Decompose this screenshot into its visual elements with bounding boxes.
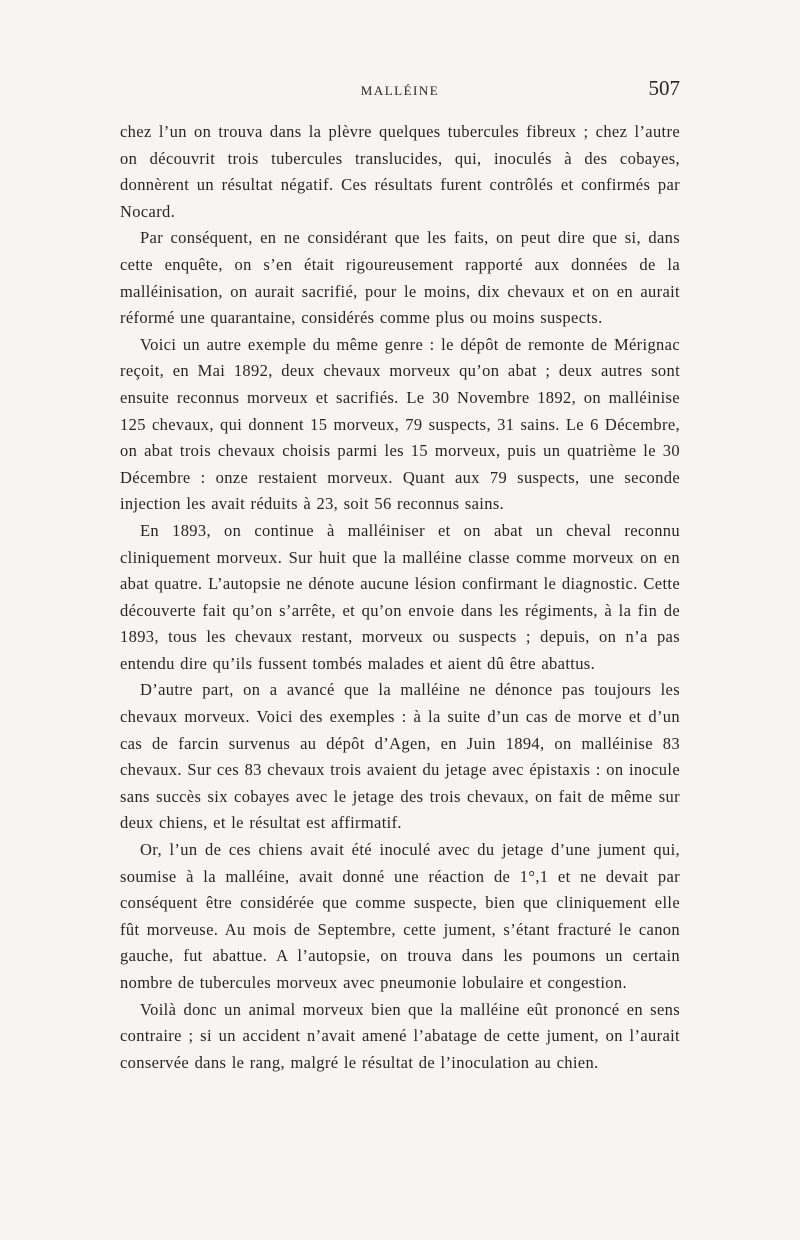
- paragraph-6: Or, l’un de ces chiens avait été inoculé avec du jetage d’une jument qui, soumise à la malléine, avait donné une réaction de 1°,1 et ne devait par conséquent être considérée que comme suspecte, bien que cliniquement elle fût morveuse. Au mois de Septembre, cette jument, s’étant fracturé le canon gauche, fut abattue. A l’autopsie, on trouva dans les poumons un certain nombre de tubercules morveux avec pneumonie lobulaire et congestion.: [120, 840, 680, 992]
- paragraph-2: Par conséquent, en ne considérant que les faits, on peut dire que si, dans cette enquête, on s’en était rigoureusement rapporté aux données de la malléinisation, on aurait sacrifié, pour le moins, dix chevaux et on en aurait réformé une quarantaine, considérés comme plus ou moins suspects.: [120, 228, 680, 328]
- body-text: [120, 119, 680, 1076]
- paragraph-1: chez l’un on trouva dans la plèvre quelques tubercules fibreux ; chez l’autre on découvrit trois tubercules translucides, qui, inoculés à des cobayes, donnèrent un résultat négatif. Ces résultats furent contrôlés et confirmés par Nocard.: [120, 122, 680, 221]
- page-number: 507: [648, 76, 680, 100]
- page-header: [120, 76, 680, 108]
- paragraph-3: Voici un autre exemple du même genre : le dépôt de remonte de Mérignac reçoit, en Mai 1892, deux chevaux morveux qu’on abat ; deux autres sont ensuite reconnus morveux et sacrifiés. Le 30 Novembre 1892, on malléinise 125 chevaux, qui donnent 15 morveux, 79 suspects, 31 sains. Le 6 Décembre, on abat trois chevaux choisis parmi les 15 morveux, puis un quatrième le 30 Décembre : onze restaient morveux. Quant aux 79 suspects, une seconde injection les avait réduits à 23, soit 56 reconnus sains.: [120, 334, 680, 514]
- paragraph-7: Voilà donc un animal morveux bien que la malléine eût prononcé en sens contraire ; si un accident n’avait amené l’abatage de cette jument, on l’aurait conservée dans le rang, malgré le résultat de l’inoculation au chien.: [120, 999, 680, 1072]
- paragraph-5: D’autre part, on a avancé que la malléine ne dénonce pas toujours les chevaux morveux. Voici des exemples : à la suite d’un cas de morve et d’un cas de farcin survenus au dépôt d’Agen, en Juin 1894, on malléinise 83 chevaux. Sur ces 83 chevaux trois avaient du jetage avec épistaxis : on inocule sans succès six cobayes avec le jetage des trois chevaux, on fait de même sur deux chiens, et le résultat est affirmatif.: [120, 680, 680, 833]
- running-head: MALLÉINE: [360, 83, 440, 98]
- paragraph-4: En 1893, on continue à malléiniser et on abat un cheval reconnu cliniquement morveux. Sur huit que la malléine classe comme morveux on en abat quatre. L’autopsie ne dénote aucune lésion confirmant le diagnostic. Cette découverte fait qu’on s’arrête, et qu’on envoie dans les régiments, à la fin de 1893, tous les chevaux restant, morveux ou suspects ; depuis, on n’a pas entendu dire qu’ils fussent tombés malades et aient dû être abattus.: [120, 520, 680, 673]
